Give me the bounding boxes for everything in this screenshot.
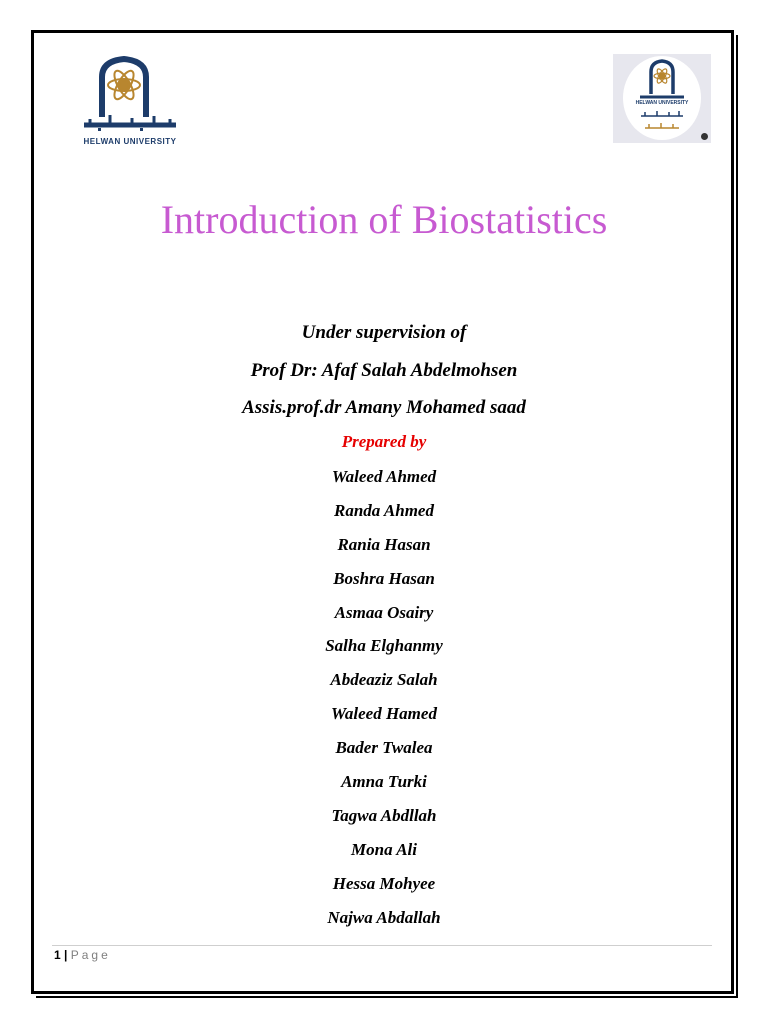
- author-name: Asmaa Osairy: [334, 602, 434, 622]
- author-list: [0, 463, 768, 937]
- document-title: Introduction of Biostatistics: [160, 197, 608, 242]
- left-logo-caption: HELWAN UNIVERSITY: [83, 137, 177, 146]
- faculty-of-nursing-logo-right: [613, 54, 711, 143]
- prepared-by-label: Prepared by: [341, 432, 427, 451]
- author-name: Abdeaziz Salah: [330, 670, 438, 690]
- author-name: Bader Twalea: [335, 738, 433, 758]
- author-name: Najwa Abdallah: [327, 907, 441, 927]
- author-name: Hessa Mohyee: [332, 873, 436, 893]
- footer-separator: |: [64, 948, 68, 962]
- author-name: Boshra Hasan: [333, 568, 435, 588]
- faculty-script-icon: [639, 108, 685, 134]
- registered-mark-icon: [701, 133, 708, 140]
- author-name: Salha Elghanmy: [325, 636, 443, 656]
- author-name: Waleed Hamed: [331, 704, 437, 724]
- author-name: Randa Ahmed: [334, 500, 434, 520]
- supervisor-1: Prof Dr: Afaf Salah Abdelmohsen: [250, 360, 518, 381]
- helwan-university-logo-left: [80, 55, 195, 165]
- author-name: Amna Turki: [341, 772, 427, 792]
- page-number: 1: [54, 948, 61, 962]
- author-name: Rania Hasan: [337, 534, 431, 554]
- page-footer: [54, 948, 111, 962]
- university-emblem-icon: [637, 58, 687, 100]
- footer-divider: [52, 945, 712, 946]
- author-name: Tagwa Abdllah: [331, 805, 437, 825]
- supervisor-2: Assis.prof.dr Amany Mohamed saad: [242, 397, 526, 418]
- author-name: Mona Ali: [351, 839, 417, 859]
- author-name: Waleed Ahmed: [331, 467, 437, 486]
- right-logo-caption: HELWAN UNIVERSITY: [635, 100, 689, 106]
- supervision-heading: Under supervision of: [301, 322, 467, 343]
- page-label: Page: [70, 948, 111, 962]
- university-emblem-icon: [80, 55, 180, 137]
